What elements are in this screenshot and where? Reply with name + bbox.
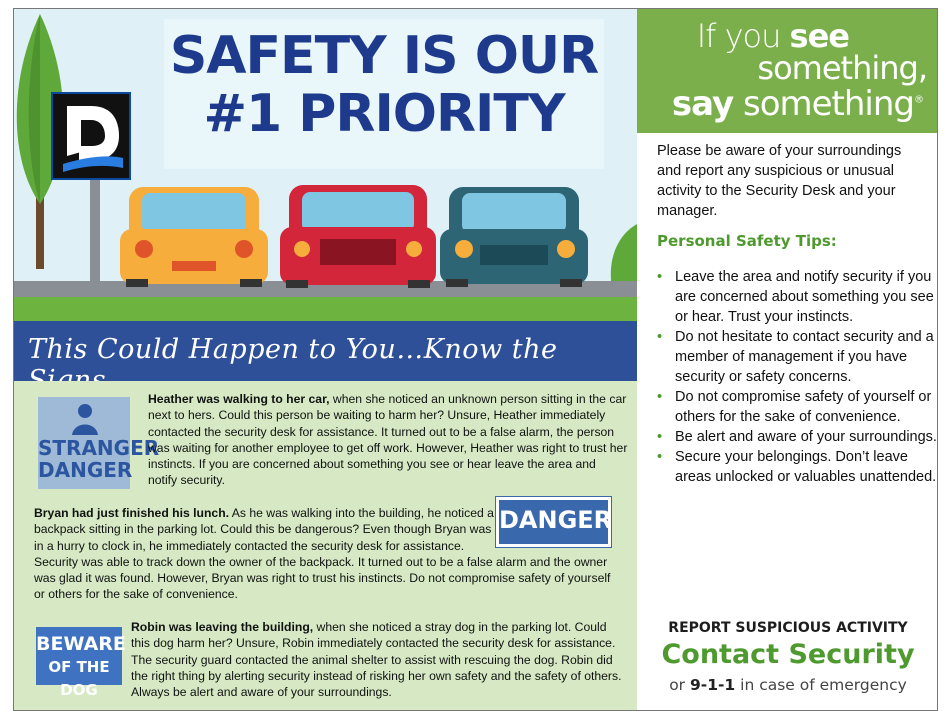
title-line-1: SAFETY IS OUR (169, 26, 599, 86)
page-title (164, 27, 604, 143)
story-robin-body: when she noticed a stray dog in the parking lot. Could this dog harm her? Unsure, Robin immediately contacted the security desk for assistance. The security guard contacted the animal shelter to assist with rescuing the dog. Robin did the right thing by alerting security instead of risking her own safety and the safety of others. Always be alert and aware of your surroundings. (131, 620, 622, 700)
hero-illustration (14, 9, 637, 321)
teal-car (440, 187, 588, 287)
intro-text: Please be aware of your surroundings and report any suspicious or unusual activity to the Security Desk and your manager. (657, 143, 902, 219)
report-heading: REPORT SUSPICIOUS ACTIVITY (668, 620, 908, 636)
emergency-number: 9-1-1 (689, 676, 736, 694)
contact-security: Contact Security (661, 639, 915, 670)
story-robin (131, 619, 626, 700)
know-the-signs-banner (14, 321, 637, 381)
tagline-if-you: If you (696, 17, 781, 55)
company-logo (51, 92, 131, 180)
story-heather-body: when she noticed an unknown person sitting in the car next to hers. Could this person be waiting to harm her? Unsure, Heather immediately contacted the security desk for assistance. It turned out to be a false alarm, the person was waiting for another employee to get off work. However, Heather was right to trust her instincts. If you are concerned about something you see or hear leave the area and notify security. (148, 392, 628, 488)
stranger-icon (70, 401, 100, 435)
banner-text: This Could Happen to You…Know the (28, 334, 558, 365)
flyer (13, 8, 938, 711)
red-car (280, 185, 436, 288)
title-line-2: #1 PRIORITY (203, 84, 565, 144)
tips-heading: Personal Safety Tips: (657, 232, 837, 250)
tips-list (657, 267, 937, 487)
story-bryan-body: As he was walking into the building, he noticed a backpack sitting in the parking lot. Could this be dangerous? Even though Bryan was in a hurry to clock in, he immediately contacted the security desk for assistance. Security was able to track down the owner of the backpack. It turned out to be a false alarm and the owner was glad it was found. However, Bryan was right to trust his instincts. Do not compromise safety of yourself or others for the sake of convenience. (34, 506, 611, 602)
story-robin-lead: Robin was leaving the building, (131, 620, 314, 634)
tagline-see: see (789, 17, 849, 55)
story-heather-lead: Heather was walking to her car, (148, 392, 330, 406)
d-logo-icon (53, 94, 129, 178)
right-column (637, 9, 938, 711)
tip-item: • Leave the area and notify security if you are concerned about something you see or hear. Trust your instincts. (657, 267, 937, 327)
dog-line-1: BEWARE (36, 633, 126, 655)
beware-of-dog-sign (36, 627, 126, 699)
tip-item: • Secure your belongings. Don’t leave areas unlocked or valuables unattended. (657, 447, 937, 487)
tip-item: • Do not hesitate to contact security and a member of management if you have security or safety concerns. (657, 327, 937, 387)
story-heather (148, 391, 628, 489)
tip-item: • Be alert and aware of your surroundings. (657, 427, 937, 447)
dog-line-2: OF THE DOG (48, 658, 110, 699)
tagline-say: say (671, 84, 734, 124)
story-bryan (34, 505, 624, 603)
tip-item: • Do not compromise safety of yourself or others for the sake of convenience. (657, 387, 937, 427)
emergency-line (637, 676, 938, 694)
tagline-something-2: something (742, 84, 914, 124)
see-something-say-something-tagline (637, 9, 938, 133)
tagline-something: something, (757, 49, 927, 87)
stranger-line-2: DANGER (38, 458, 133, 482)
danger-sign-label: DANGER (499, 506, 613, 534)
stories-panel (14, 381, 637, 711)
stranger-line-1: STRANGER (38, 436, 160, 460)
story-bryan-lead: Bryan had just finished his lunch. (34, 506, 230, 520)
orange-car (120, 187, 268, 287)
emergency-or: or (669, 676, 690, 694)
tagline-registered-mark: ® (914, 94, 923, 106)
stranger-danger-sign (38, 397, 160, 489)
emergency-rest: in case of emergency (735, 676, 907, 694)
